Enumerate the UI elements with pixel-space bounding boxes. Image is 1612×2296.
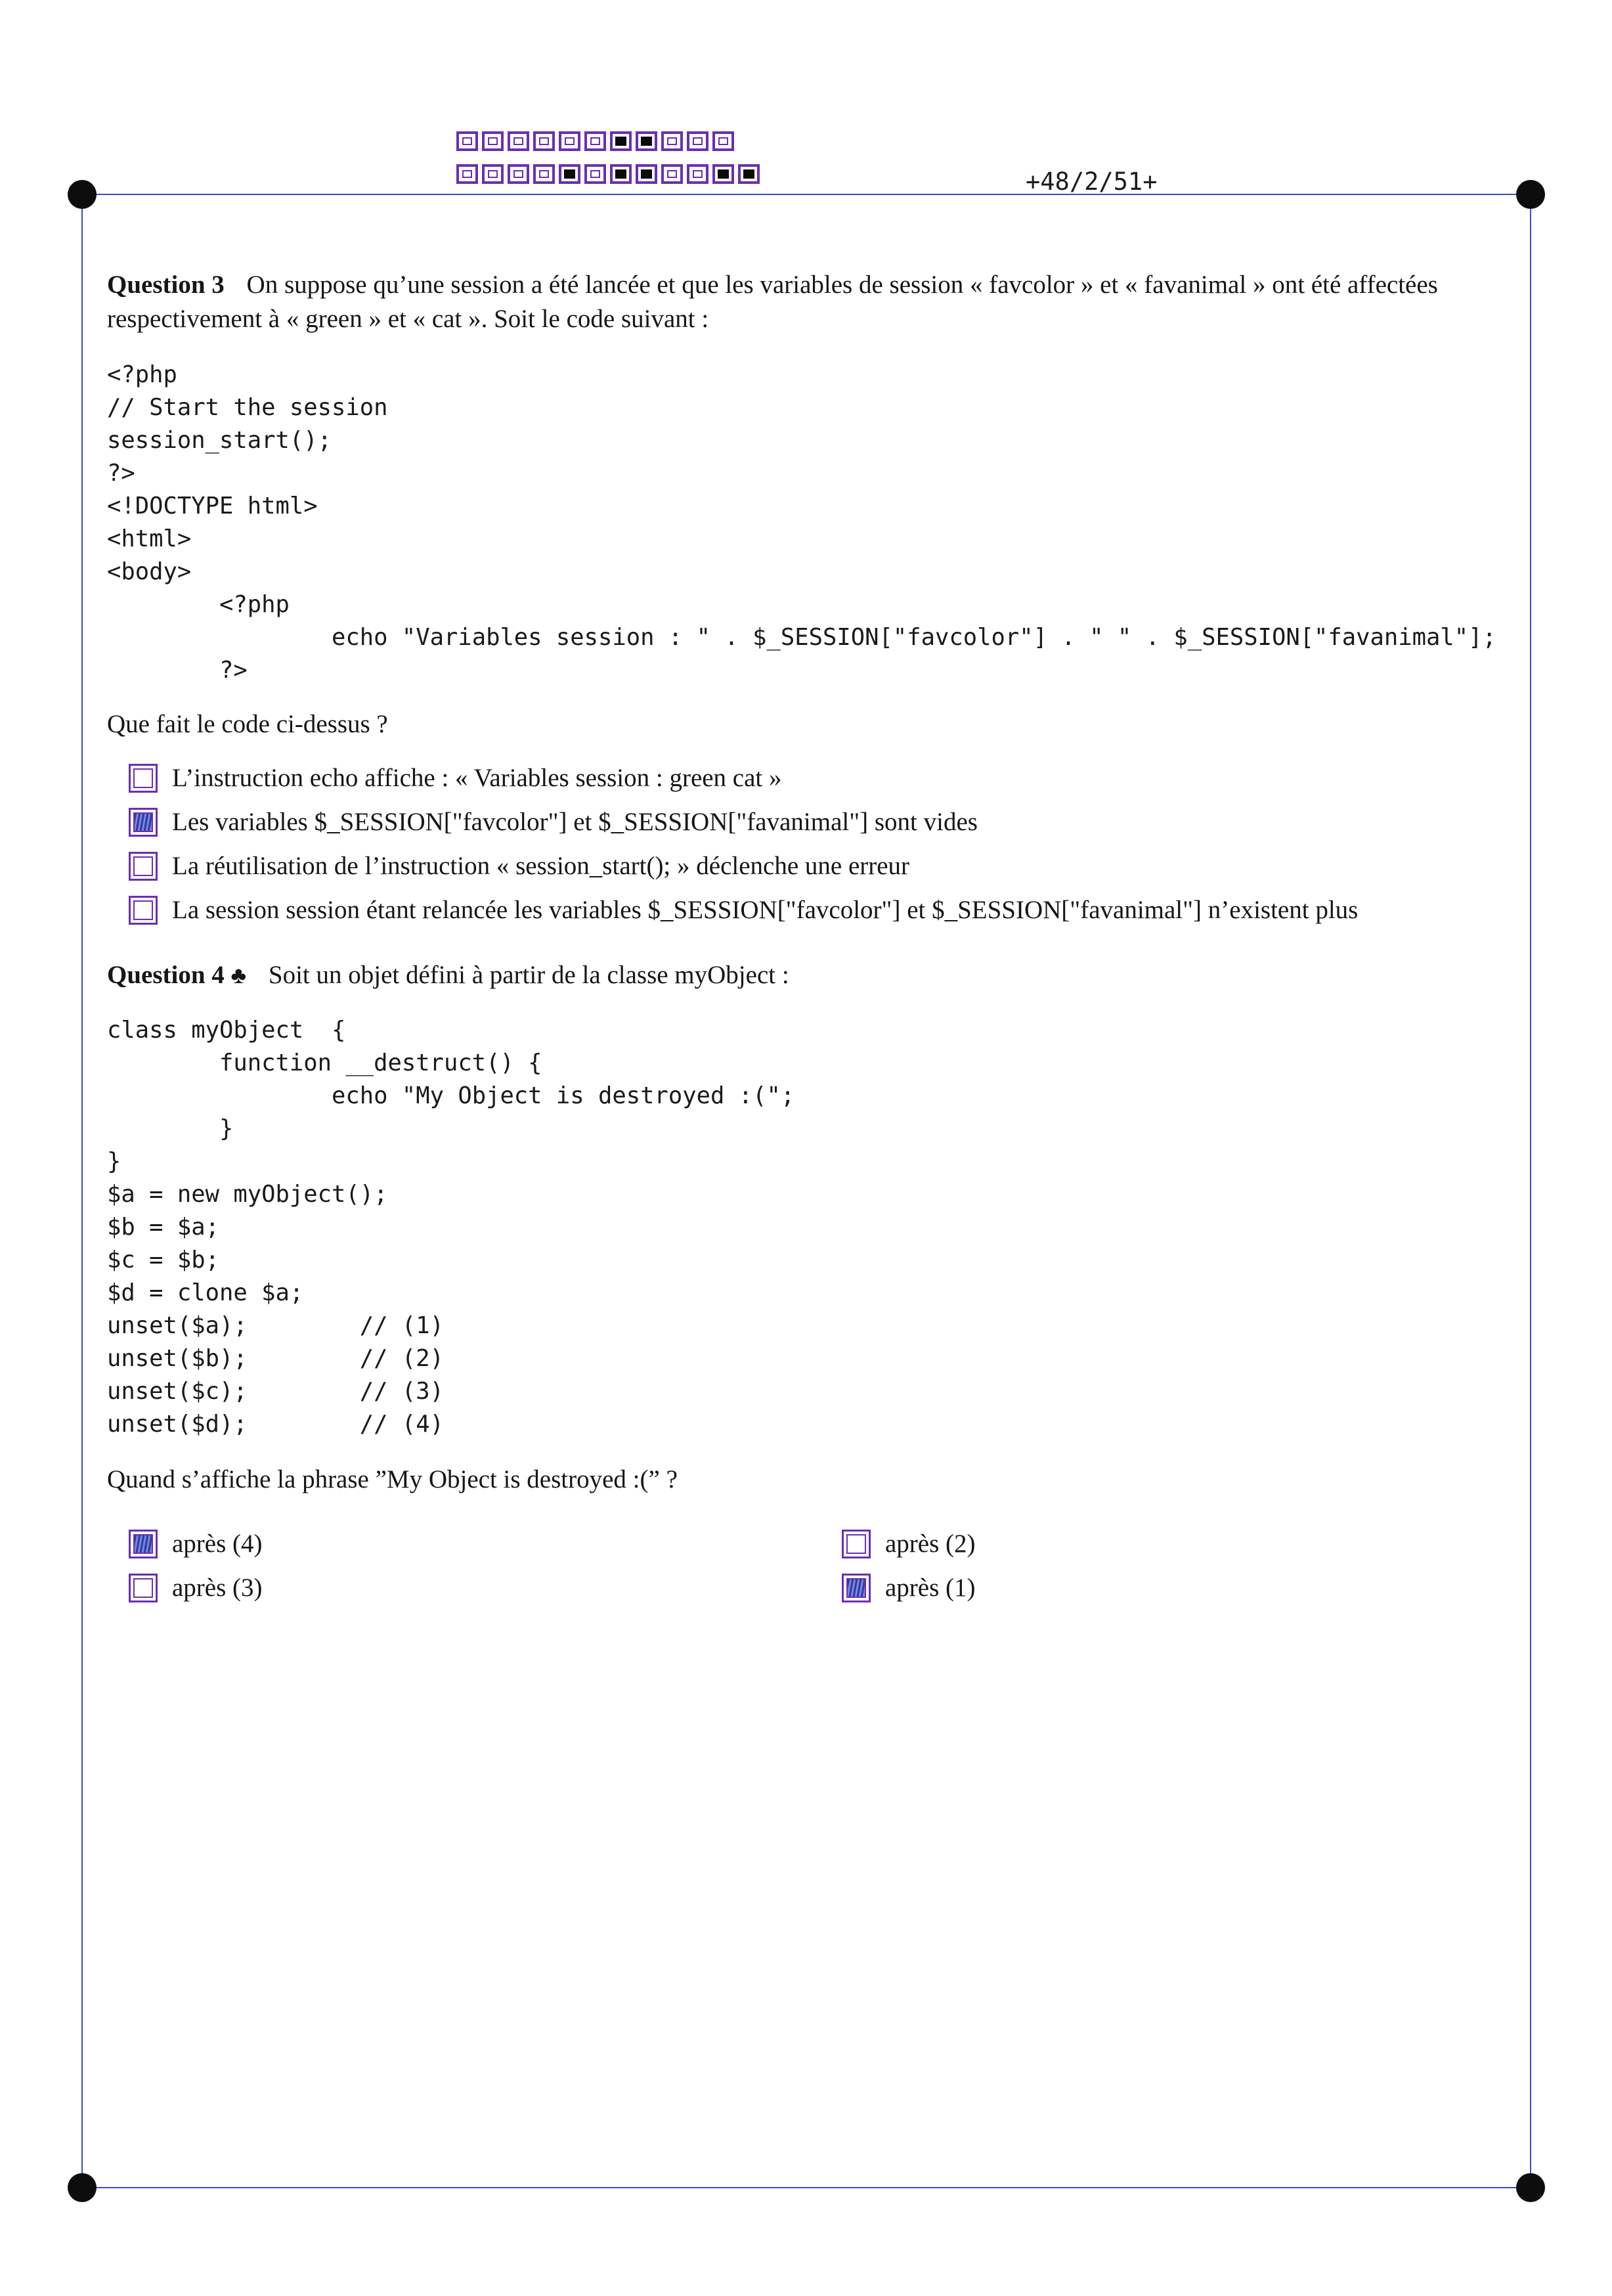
filled-code-cell (636, 164, 657, 184)
corner-mark-bottom-left (68, 2173, 97, 2202)
question-4-title-text: Question 4 (107, 961, 225, 989)
empty-code-cell (533, 131, 555, 151)
filled-code-cell (712, 164, 734, 184)
frame-right-line (1530, 194, 1531, 2188)
empty-code-cell (584, 131, 606, 151)
empty-code-cell (482, 164, 504, 184)
question-3-choice-4[interactable] (129, 895, 1358, 925)
frame-bottom-line (81, 2187, 1531, 2188)
choice-label: après (3) (172, 1574, 263, 1602)
question-4-intro: Soit un objet défini à partir de la classe myObject : (268, 961, 789, 989)
empty-code-cell (661, 131, 683, 151)
checkbox-q3-2[interactable] (129, 808, 158, 837)
choice-label: La réutilisation de l’instruction « session_start(); » déclenche une erreur (172, 852, 910, 880)
corner-mark-bottom-right (1516, 2173, 1545, 2202)
question-3-choice-2[interactable] (129, 807, 978, 837)
empty-code-cell (584, 164, 606, 184)
question-3-code: <?php // Start the session session_start(); ?> <!DOCTYPE html> <html> <body> <?php echo "Variables session : " . $_SESSION["favcolor"] . " " . $_SESSION["favanimal"]; ?> (107, 361, 1496, 684)
choice-label: après (2) (885, 1530, 976, 1558)
binary-code-row-2 (456, 164, 764, 184)
choice-label: L’instruction echo affiche : « Variables session : green cat » (172, 764, 782, 792)
page-identifier: +48/2/51+ (1026, 167, 1158, 196)
empty-code-cell (456, 131, 478, 151)
empty-code-cell (661, 164, 683, 184)
checkbox-q4-3[interactable] (129, 1574, 158, 1602)
question-4-choice-4[interactable] (842, 1573, 976, 1602)
empty-code-cell (456, 164, 478, 184)
choice-label: Les variables $_SESSION["favcolor"] et $_SESSION["favanimal"] sont vides (172, 808, 978, 836)
corner-mark-top-right (1516, 180, 1545, 209)
empty-code-cell (712, 131, 734, 151)
filled-code-cell (559, 164, 580, 184)
filled-code-cell (738, 164, 760, 184)
empty-code-cell (559, 131, 580, 151)
question-3-title: Question 3 (107, 271, 225, 299)
club-icon: ♣ (230, 962, 247, 988)
checkbox-q4-4[interactable] (842, 1574, 871, 1602)
frame-left-line (81, 194, 83, 2188)
empty-code-cell (687, 164, 708, 184)
frame-top-line (81, 194, 1531, 195)
question-3-choice-3[interactable] (129, 851, 909, 881)
question-4-intro-block (107, 958, 789, 992)
question-4-choice-3[interactable] (129, 1573, 263, 1602)
empty-code-cell (508, 164, 529, 184)
empty-code-cell (508, 131, 529, 151)
question-4-choice-1[interactable] (129, 1529, 263, 1558)
question-3-intro: On suppose qu’une session a été lancée et que les variables de session « favcolor » et « favanimal » ont été affectées respectivement à « green » et « cat ». Soit le code suivant : (107, 271, 1438, 333)
checkbox-q3-1[interactable] (129, 764, 158, 793)
binary-code-row-1 (456, 131, 738, 151)
corner-mark-top-left (68, 180, 97, 209)
choice-label: après (1) (885, 1574, 976, 1602)
question-4-prompt: Quand s’affiche la phrase ”My Object is destroyed :(” ? (107, 1465, 678, 1493)
checkbox-q4-2[interactable] (842, 1530, 871, 1558)
filled-code-cell (610, 131, 632, 151)
checkbox-q3-4[interactable] (129, 896, 158, 925)
question-3-intro-block (107, 268, 1506, 336)
choice-label: après (4) (172, 1530, 263, 1558)
empty-code-cell (687, 131, 708, 151)
question-4-title (107, 961, 246, 989)
question-3-choice-1[interactable] (129, 763, 782, 793)
filled-code-cell (636, 131, 657, 151)
question-4-choice-2[interactable] (842, 1529, 976, 1558)
checkbox-q3-3[interactable] (129, 852, 158, 881)
question-3-prompt: Que fait le code ci-dessus ? (107, 710, 388, 738)
empty-code-cell (482, 131, 504, 151)
empty-code-cell (533, 164, 555, 184)
choice-label: La session session étant relancée les variables $_SESSION["favcolor"] et $_SESSION["favanimal"] n’existent plus (172, 896, 1359, 924)
checkbox-q4-1[interactable] (129, 1530, 158, 1558)
filled-code-cell (610, 164, 632, 184)
question-4-code: class myObject { function __destruct() { echo "My Object is destroyed :("; } } $a = new myObject(); $b = $a; $c = $b; $d = clone $a; unset($a); // (1) unset($b); // (2) unset($c); // (3) unset($d); // (4) (107, 1017, 795, 1438)
